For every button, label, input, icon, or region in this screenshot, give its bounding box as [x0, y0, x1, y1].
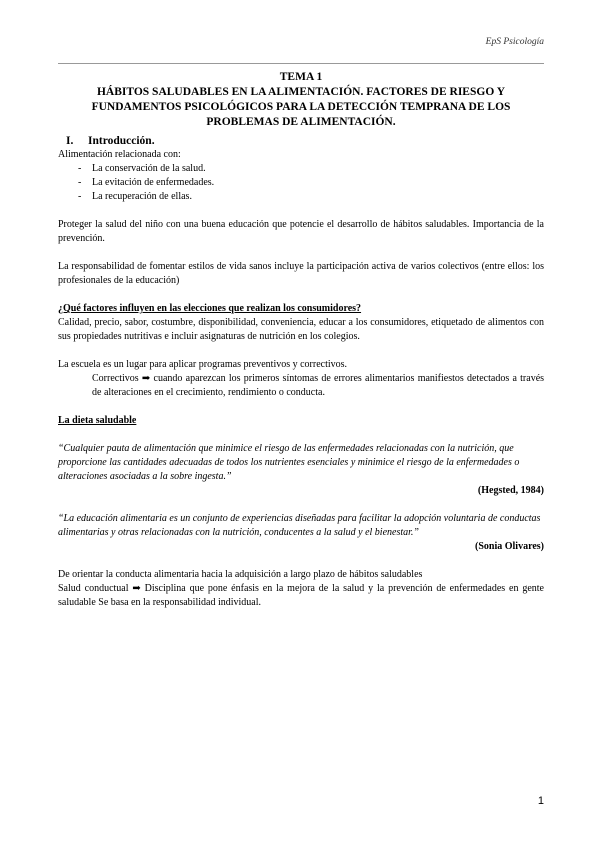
quote-olivares: “La educación alimentaria es un conjunto de experiencias diseñadas para facilitar la adopción voluntaria de conductas alimentarias y otras relacionadas con la nutrición, conducentes a la salud y el bienestar.”: [58, 513, 541, 538]
correctivos-text: Correctivos ➡ cuando aparezcan los primeros síntomas de errores alimentarios manifiestos detectados a través de alteraciones en el crecimiento, rendimiento o conducta.: [92, 373, 545, 398]
arrow-icon: ➡: [132, 583, 141, 594]
factors-question: ¿Qué factores influyen en las elecciones que realizan los consumidores?: [58, 303, 362, 314]
citation-olivares: (Sonia Olivares): [475, 541, 544, 552]
correctivos-label: Correctivos: [92, 373, 139, 384]
dash-bullet: -: [78, 163, 82, 174]
dash-bullet: -: [78, 177, 82, 188]
list-item: - La conservación de la salud.: [78, 163, 206, 174]
paragraph-prevention: Proteger la salud del niño con una buena educación que potencie el desarrollo de hábitos saludables. Importancia de la prevención.: [58, 219, 544, 244]
list-item: - La evitación de enfermedades.: [78, 177, 215, 188]
section-label: Introducción.: [88, 135, 155, 147]
arrow-icon: ➡: [141, 373, 151, 384]
title-line-4: PROBLEMAS DE ALIMENTACIÓN.: [206, 116, 396, 128]
section-number: I.: [66, 135, 74, 147]
dash-bullet: -: [78, 191, 82, 202]
section-heading-intro: [58, 134, 544, 148]
running-header: EpS Psicología: [485, 37, 544, 47]
title-line-3: FUNDAMENTOS PSICOLÓGICOS PARA LA DETECCIÓN TEMPRANA DE LOS: [91, 101, 511, 113]
diet-heading: La dieta saludable: [58, 415, 137, 426]
title-line-2: HÁBITOS SALUDABLES EN LA ALIMENTACIÓN. FACTORES DE RIESGO Y: [96, 86, 506, 98]
list-item: - La recuperación de ellas.: [78, 191, 192, 202]
intro-list: [58, 162, 544, 204]
document-title: [58, 70, 544, 130]
citation-hegsted: (Hegsted, 1984): [477, 485, 544, 496]
paragraph-responsibility: La responsabilidad de fomentar estilos de vida sanos incluye la participación activa de varios colectivos (entre ellos: los profesionales de la educación): [58, 261, 544, 286]
quote-hegsted: “Cualquier pauta de alimentación que minimice el riesgo de las enfermedades relacionadas con la nutrición, que proporcione las cantidades adecuadas de todos los nutrientes esenciales y minimice el riesgo de la enfermedades o alteraciones asociadas a la sobre ingesta.”: [58, 443, 520, 482]
title-line-1: TEMA 1: [279, 71, 323, 83]
closing-line-1: De orientar la conducta alimentaria hacia la adquisición a largo plazo de hábitos saludables: [58, 569, 423, 580]
salud-conductual-label: Salud conductual: [58, 583, 129, 594]
page-content: [58, 70, 544, 610]
page-number: 1: [537, 795, 544, 807]
school-text: La escuela es un lugar para aplicar programas preventivos y correctivos.: [58, 359, 348, 370]
header-rule: [58, 63, 544, 64]
intro-lead: Alimentación relacionada con:: [58, 149, 181, 160]
factors-answer: Calidad, precio, sabor, costumbre, disponibilidad, conveniencia, educar a los consumidores, etiquetado de alimentos con sus propiedades nutritivas e incluir asignaturas de nutrición en los colegios.: [58, 317, 544, 342]
closing-line-2: Salud conductual ➡ Disciplina que pone énfasis en la mejora de la salud y la prevención de enfermedades en gente saludable Se basa en la responsabilidad individual.: [58, 583, 544, 608]
